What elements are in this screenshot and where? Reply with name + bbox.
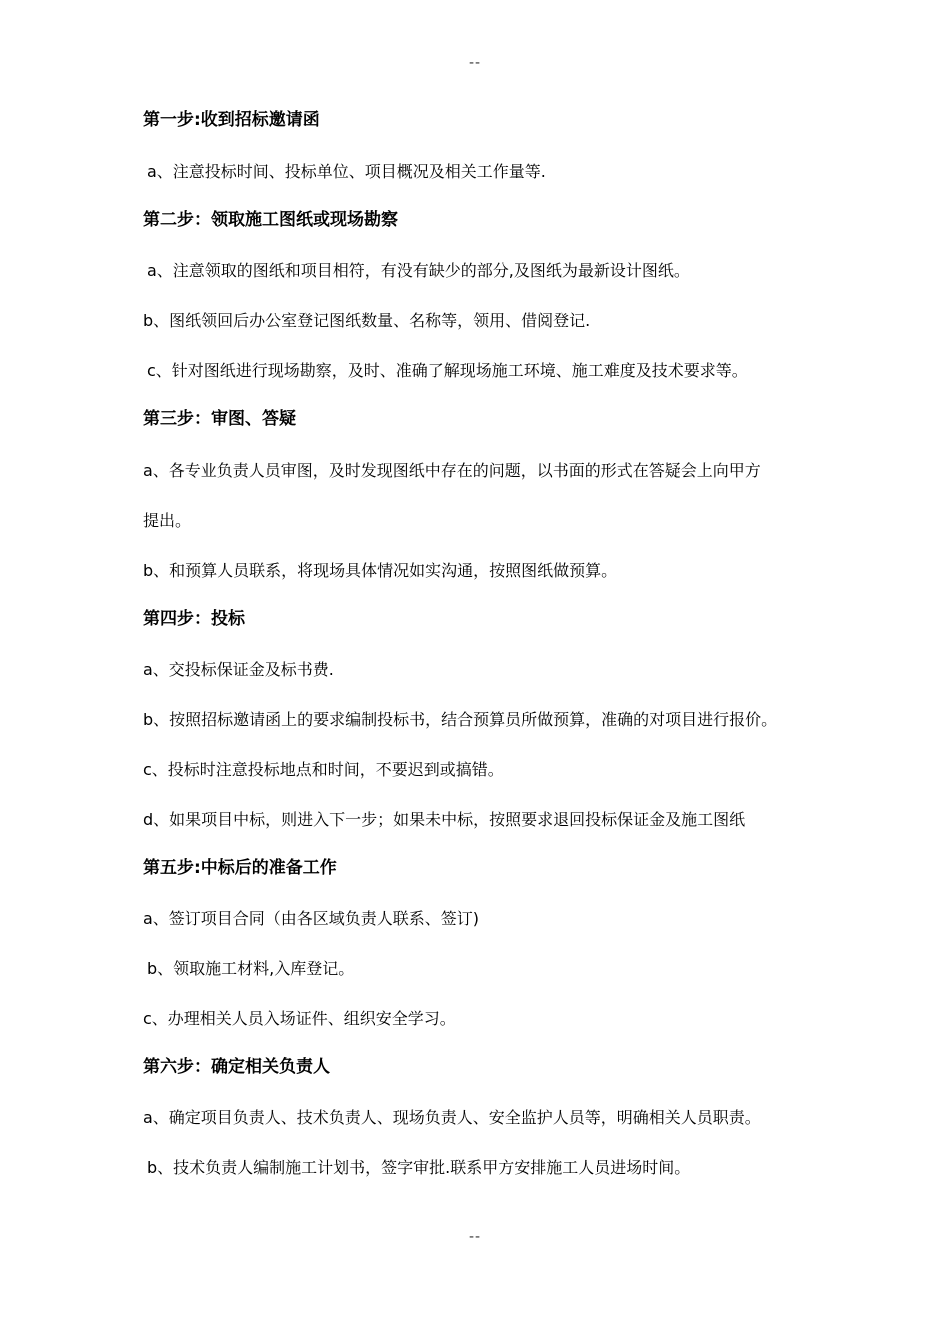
step-4-item-a: a、交投标保证金及标书费.	[143, 660, 334, 679]
step-3-heading: 第三步：审图、答疑	[143, 409, 296, 429]
step-2-heading: 第二步：领取施工图纸或现场勘察	[143, 210, 398, 230]
step-5-item-a: a、签订项目合同（由各区域负责人联系、签订)	[143, 909, 480, 928]
step-3-item-b: b、和预算人员联系，将现场具体情况如实沟通，按照图纸做预算。	[143, 561, 618, 580]
step-2-item-b: b、图纸领回后办公室登记图纸数量、名称等，领用、借阅登记.	[143, 311, 591, 330]
page-footer-mark: --	[468, 1229, 482, 1245]
step-4-item-b: b、按照招标邀请函上的要求编制投标书，结合预算员所做预算，准确的对项目进行报价。	[143, 710, 778, 729]
step-5-heading: 第五步:中标后的准备工作	[143, 858, 337, 878]
step-6-item-b: b、技术负责人编制施工计划书，签字审批.联系甲方安排施工人员进场时间。	[147, 1158, 691, 1177]
step-4-item-d: d、如果项目中标，则进入下一步；如果未中标，按照要求退回投标保证金及施工图纸	[143, 810, 746, 829]
step-1-item-a: a、注意投标时间、投标单位、项目概况及相关工作量等.	[147, 162, 546, 181]
step-6-item-a: a、确定项目负责人、技术负责人、现场负责人、安全监护人员等，明确相关人员职责。	[143, 1108, 761, 1127]
step-2-item-c: c、针对图纸进行现场勘察，及时、准确了解现场施工环境、施工难度及技术要求等。	[147, 361, 748, 380]
step-4-heading: 第四步：投标	[143, 609, 245, 629]
step-3-item-a-cont: 提出。	[143, 511, 192, 530]
step-5-item-b: b、领取施工材料,入库登记。	[147, 959, 355, 978]
step-4-item-c: c、投标时注意投标地点和时间，不要迟到或搞错。	[143, 760, 504, 779]
step-5-item-c: c、办理相关人员入场证件、组织安全学习。	[143, 1009, 456, 1028]
page-header-mark: --	[468, 55, 482, 71]
step-1-heading: 第一步:收到招标邀请函	[143, 110, 320, 130]
step-2-item-a: a、注意领取的图纸和项目相符，有没有缺少的部分,及图纸为最新设计图纸。	[147, 261, 690, 280]
step-3-item-a: a、各专业负责人员审图，及时发现图纸中存在的问题，以书面的形式在答疑会上向甲方	[143, 461, 761, 480]
step-6-heading: 第六步：确定相关负责人	[143, 1057, 330, 1077]
